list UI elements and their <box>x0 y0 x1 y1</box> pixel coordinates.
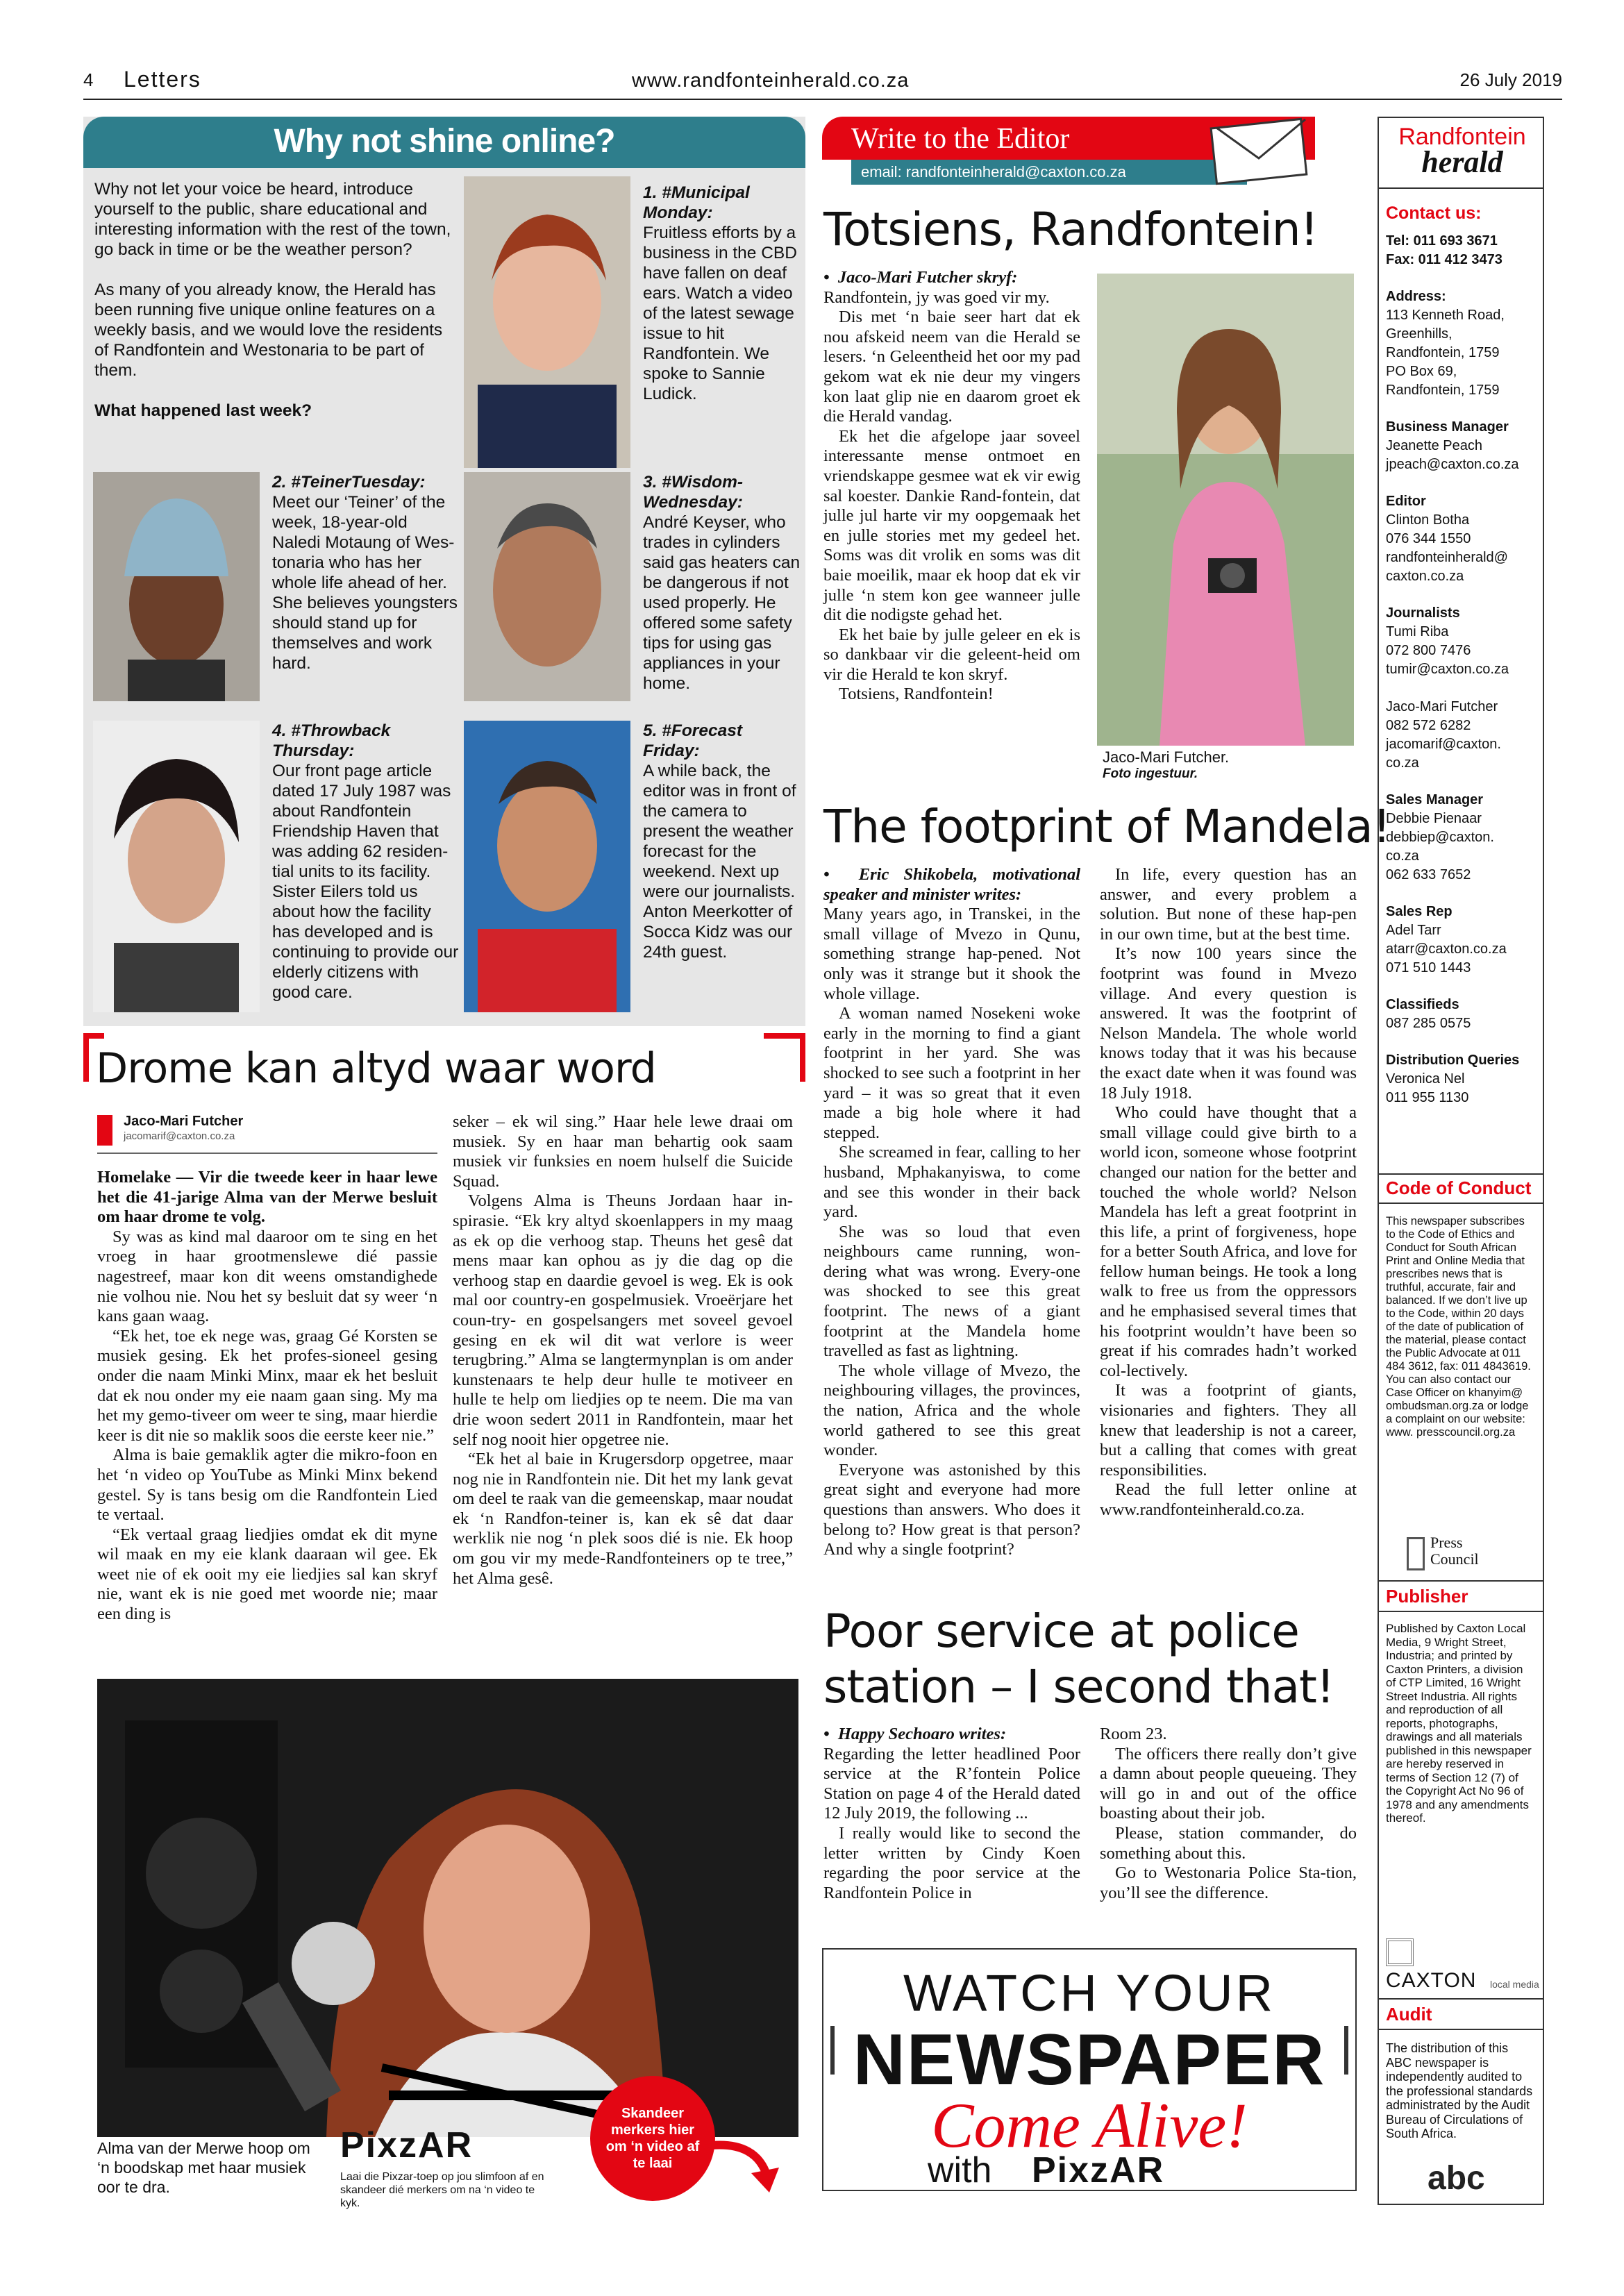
address-line: Greenhills, <box>1386 326 1453 342</box>
journalist-line[interactable]: co.za <box>1386 755 1419 771</box>
pixzar-logo <box>340 2125 473 2166</box>
mandela-p7: In life, every question has an answer, and every problem a solution. But none of these hap-pen in our own time, but at the best time. <box>1100 865 1357 944</box>
contact-tel: Tel: 011 693 3671 <box>1386 233 1498 249</box>
drome-p7: “Ek het al baie in Krugersdorp opgetree, maar nog nie in Randfontein nie. Dit het my lank gevat om deel te raak van die gemeenskap, maar noudat ek ‘n Randfon-teiner is, kan ek sê dat daar werklik nie nog ‘n plek soos dié is nie. Ek hoop om gou vir my mede-Randfonteiners op te tree,” het Alma gesê. <box>453 1450 793 1588</box>
mandela-p9: Who could have thought that a small village could give birth to a world icon, someone whose footprint changed our nation for the better and touched the whole world? Nelson Mandela has left a great footprint in this life, a print of forgiveness, hope for a better South Africa, and love for fellow human beings. He took a long walk to free us from the oppressors and he emphasised several times that his footprint wouldn’t have been so great if his comrades hadn’t worked col-lectively. <box>1100 1103 1357 1380</box>
sidebar-rule <box>1379 1611 1543 1612</box>
totsiens-p3: Ek het die afgelope jaar soveel interessante mense ontmoet en vriendskappe gesmee wat ek vir ewig sal koester. Dankie Rand-fontein, dat julle jul harte vir my oopgemaak het en julle stories met my gedeel het. Soms was dit vrolik en soms was dit baie moeilik, maar ek hoop dat ek vir julle ‘n stem kon gee wanneer julle dit die nodigste gehad het. <box>823 426 1080 625</box>
drome-p6: Volgens Alma is Theuns Jordaan haar in-spirasie. “Ek kry altyd skoenlappers in my maag as ek op die verhoog stap. Theuns het gesê dat mens maar kan ophou as jy die dag op die verhoog stap en daardie gevoel is weg. Ek is ook mal oor country-en gospelmusiek. Vroeërjare het coun-try- en gospelsangers met soveel gevoel gesing en ek wil dit wat verlore is weer terugbring.” Alma se langtermynplan is om ander kunstenaars te help deur hulle te motiveer en hulle te help om liedjies op te neem. Die ma van drie woon sedert 2011 in Randfontein, maar het self nog nooit hier opgetree nie. <box>453 1191 793 1449</box>
audit-text: The distribution of this ABC newspaper is independently audited to the professional standards administrated by the Audit Bureau of Circulations of South Africa. <box>1386 2041 1533 2140</box>
audit-title: Audit <box>1386 2004 1432 2025</box>
business-manager-name: Jeanette Peach <box>1386 438 1482 453</box>
mandela-p11: Read the full letter online at www.randfonteinherald.co.za. <box>1100 1480 1357 1519</box>
site-url[interactable]: www.randfonteinherald.co.za <box>632 69 910 92</box>
totsiens-writer-name: Jaco-Mari Futcher skryf: <box>837 268 1018 287</box>
scan-badge-text: Skandeer merkers hier om ‘n video af te laai <box>605 2106 700 2171</box>
shine-item-1 <box>643 183 803 404</box>
conduct-text: This newspaper subscribes to the Code of Ethics and Conduct for South African Print and Online Media that prescribes news that is truthful, accurate, fair and balanced. If we don’t live up to the Code, within 20 days of the date of publication of the material, please contact the Public Advocate at 011 484 3612, fax: 011 4843619. You can also contact our Case Officer on khanyim@ ombudsman.org.za or lodge a complaint on our website: www. presscouncil.org.za <box>1386 1215 1531 1439</box>
totsiens-p4: Ek het baie by julle geleer en ek is so dankbaar vir die geleent-heid om vir die Herald te kon skryf. <box>823 625 1080 684</box>
drome-bracket-left-top <box>83 1033 104 1039</box>
shine-item-4-text: Our front page article dated 17 July 1987 was about Randfontein Friendship Haven that was adding 62 residen-tial units to its facility. Sister Eilers told us about how the facility has developed and is continuing to provide our elderly citizens with good care. <box>272 762 459 1002</box>
sales-manager-block <box>1386 791 1539 885</box>
drome-bracket-right <box>800 1033 805 1082</box>
press-word: Press <box>1430 1534 1463 1551</box>
ad-line-4: with <box>928 2150 992 2190</box>
sales-manager-title: Sales Manager <box>1386 792 1484 807</box>
editor-title-side: Editor <box>1386 494 1426 509</box>
sales-rep-line: 071 510 1443 <box>1386 960 1471 975</box>
drome-lead: Homelake — Vir die tweede keer in haar lewe het die 41-jarige Alma van der Merwe besluit om haar drome te volg. <box>97 1168 437 1227</box>
mandela-headline: The footprint of Mandela! <box>823 800 1391 853</box>
shine-item-4-tag: 4. #Throwback Thursday: <box>272 721 391 760</box>
sister-eilers-photo <box>93 721 260 1012</box>
mandela-writer-name: Eric Shikobela, motivational speaker and minister writes: <box>823 865 1080 904</box>
mandela-col1 <box>823 865 1080 1560</box>
police-p2: I really would like to second the letter written by Cindy Koen regarding the poor service at the Randfontein Police in <box>823 1823 1080 1902</box>
distribution-line: 011 955 1130 <box>1386 1090 1469 1105</box>
sales-rep-line[interactable]: atarr@caxton.co.za <box>1386 941 1507 957</box>
journalist-line: Tumi Riba <box>1386 624 1449 639</box>
jaco-credit: Foto ingestuur. <box>1103 766 1198 781</box>
police-headline-2: station – I second that! <box>823 1660 1334 1713</box>
journalist-line[interactable]: tumir@caxton.co.za <box>1386 662 1509 677</box>
naledi-motaung-photo <box>93 472 260 701</box>
business-manager-block <box>1386 418 1539 474</box>
byline-rule <box>97 1153 437 1154</box>
page-header <box>83 69 1562 96</box>
classifieds-line: 087 285 0575 <box>1386 1016 1471 1031</box>
shine-item-5 <box>643 721 803 962</box>
ad-line-2: NEWSPAPER <box>853 2020 1326 2100</box>
address-line: Randfontein, 1759 <box>1386 345 1500 360</box>
issue-date: 26 July 2019 <box>1459 69 1562 90</box>
shine-item-4 <box>272 721 460 1003</box>
drome-p3: Alma is baie gemaklik agter die mikro-foon en het ‘n video op YouTube as Minki Minx bekend gestel. Sy is tans besig om die Randfontein Lied te vertaal. <box>97 1446 437 1525</box>
distribution-title: Distribution Queries <box>1386 1053 1520 1068</box>
sidebar-rule <box>1379 1998 1543 2000</box>
sales-manager-line[interactable]: co.za <box>1386 848 1419 864</box>
sidebar-rule <box>1379 1173 1543 1175</box>
shine-question: What happened last week? <box>94 401 312 420</box>
shine-panel <box>83 117 805 1026</box>
shine-title: Why not shine online? <box>274 123 615 160</box>
police-col1 <box>823 1725 1080 1903</box>
sidebar-rule <box>1379 1580 1543 1582</box>
distribution-line: Veronica Nel <box>1386 1071 1465 1087</box>
drome-p1: Sy was as kind mal daaroor om te sing en het vroeg in haar grootmenslewe dié passie nagestreef, maar kon dit weens omstandighede nie volhou nie. Nou het sy besluit dat sy weer ‘n kans gaan waag. <box>97 1227 437 1326</box>
scan-badge[interactable] <box>590 2076 715 2201</box>
drome-p4: “Ek vertaal graag liedjies omdat ek dit myne wil maak en my eie klank daaraan wil gee. Ek weet nie of ek ooit my eie liedjies sal kan skryf nie, want ek is nie goed met woorde nie; maar een ding is <box>97 1525 437 1624</box>
contact-title: Contact us: <box>1386 203 1482 223</box>
address-line: 113 Kenneth Road, <box>1386 308 1505 323</box>
business-manager-email[interactable]: jpeach@caxton.co.za <box>1386 457 1519 472</box>
jaco-caption: Jaco-Mari Futcher. <box>1103 748 1230 766</box>
pixzar-logo-text: PixzAR <box>340 2125 474 2165</box>
sales-rep-line: Adel Tarr <box>1386 923 1441 938</box>
police-col2 <box>1100 1725 1357 1903</box>
section-name: Letters <box>124 67 201 92</box>
sidebar-rule <box>1379 187 1543 189</box>
header-rule <box>83 99 1562 100</box>
sidebar-rule <box>1379 1203 1543 1204</box>
shine-item-5-text: A while back, the editor was in front of the camera to present the weather forecast for the weekend. Next up were our journalists. Anton Meerkotter of Socca Kidz was our 24th guest. <box>643 762 796 962</box>
caxton-icon <box>1386 1938 1414 1966</box>
address-line: Randfontein, 1759 <box>1386 383 1500 398</box>
sidebar-logo-1: Randfontein <box>1398 124 1526 150</box>
totsiens-headline: Totsiens, Randfontein! <box>823 203 1318 256</box>
address-line: PO Box 69, <box>1386 364 1457 379</box>
conduct-title: Code of Conduct <box>1386 1178 1532 1198</box>
scan-arrow-icon <box>708 2138 785 2194</box>
mandela-col2 <box>1100 865 1357 1520</box>
police-headline-1: Poor service at police <box>823 1604 1299 1658</box>
address-title: Address: <box>1386 289 1446 304</box>
sales-rep-title: Sales Rep <box>1386 904 1453 919</box>
editor-email-bar <box>851 160 1247 185</box>
totsiens-p5: Totsiens, Randfontein! <box>839 685 994 704</box>
drome-byline: Jaco-Mari Futcher <box>124 1114 244 1129</box>
mandela-p10: It was a footprint of giants, visionaries and fighters. They all knew that leadership is not a career, but a calling that comes with great responsibilities. <box>1100 1381 1357 1480</box>
editor-name: Clinton Botha <box>1386 512 1470 528</box>
ad-line-3: Come Alive! <box>931 2090 1248 2161</box>
ad-line-1: WATCH YOUR <box>903 1964 1276 2022</box>
police-p5: Please, station commander, do something about this. <box>1100 1823 1357 1863</box>
shine-title-bar <box>83 117 805 168</box>
editor-email-1[interactable]: randfonteinherald@ <box>1386 550 1508 565</box>
shine-intro <box>94 179 455 421</box>
totsiens-p2: Dis met ‘n baie seer hart dat ek nou afskeid neem van die Herald se lesers. ‘n Geleentheid het oor my pad gekom wat ek nie deur my vingers kon laat glip nie en daarom groet ek die Herald vandag. <box>823 308 1080 426</box>
andre-keyser-photo <box>464 472 630 701</box>
police-p1: Regarding the letter headlined Poor service at the R’fontein Police Station on page 4 of the Herald dated 12 July 2019, the following ... <box>823 1744 1080 1823</box>
shine-intro-2: As many of you already know, the Herald has been running five unique online features on a weekly basis, and we would love the residents of Randfontein and Westonaria to be part of them. <box>94 280 443 380</box>
mandela-p8: It’s now 100 years since the footprint was found in Mvezo village. And every question is answered. It was the footprint of Nelson Mandela. The whole world knows today that it was his because the exact date when it was found was 18 July 1918. <box>1100 944 1357 1103</box>
police-headline <box>823 1604 1334 1715</box>
jaco-mari-photo <box>1097 274 1354 746</box>
sidebar-rule <box>1379 2029 1543 2030</box>
shine-item-2 <box>272 472 460 673</box>
shine-item-1-tag: 1. #Municipal Monday: <box>643 183 750 222</box>
abc-logo: abc <box>1428 2160 1485 2197</box>
envelope-icon <box>1208 110 1312 186</box>
sales-manager-line: Debbie Pienaar <box>1386 811 1482 826</box>
page-number: 4 <box>83 69 94 90</box>
drome-bracket-left <box>83 1033 89 1082</box>
press-council-logo <box>1407 1534 1483 1576</box>
editor-email[interactable]: email: randfonteinherald@caxton.co.za <box>861 163 1126 181</box>
police-p6: Go to Westonaria Police Sta-tion, you’ll see the difference. <box>1100 1863 1357 1902</box>
sales-rep-block <box>1386 903 1539 978</box>
journalists-title: Journalists <box>1386 605 1460 621</box>
byline-marker <box>97 1115 112 1146</box>
journalists-block <box>1386 604 1539 773</box>
sannie-ludick-photo <box>464 176 630 468</box>
totsiens-p1: Randfontein, jy was goed vir my. <box>823 287 1050 307</box>
editor-title: Write to the Editor <box>851 123 1070 155</box>
drome-col2 <box>453 1112 793 1589</box>
journalist-line[interactable]: jacomarif@caxton. <box>1386 737 1501 752</box>
shine-item-3-text: André Keyser, who trades in cylinders said gas heaters can be dangerous if not used properly. He offered some safety tips for using gas appliances in your home. <box>643 513 801 693</box>
sales-manager-line[interactable]: debbiep@caxton. <box>1386 830 1494 845</box>
anton-meerkotter-photo <box>464 721 630 1012</box>
journalist-spacer <box>1386 679 1539 698</box>
classifieds-block <box>1386 996 1539 1033</box>
mandela-p6: Everyone was astonished by this great sight and everyone had more questions than answers. Who does it belong to? How great is that person? And why a single footprint? <box>823 1460 1080 1559</box>
ad-bracket-right <box>1344 2026 1348 2075</box>
editor-block <box>1386 492 1539 586</box>
drome-headline: Drome kan altyd waar word <box>96 1044 656 1093</box>
pixzar-ad[interactable] <box>822 1948 1357 2191</box>
mandela-writer: • Eric Shikobela, motivational speaker and minister writes: <box>823 865 1080 904</box>
totsiens-writer: • Jaco-Mari Futcher skryf: <box>823 268 1018 287</box>
publisher-text: Published by Caxton Local Media, 9 Wright Street, Industria; and printed by Caxton Printers, a division of CTP Limited, 16 Wright Street Industria. All rights and reproduction of all reports, photographs, drawings and all materials published in this newspaper are hereby reserved in terms of Section 12 (7) of the Copyright Act No 96 of 1978 and any amendments thereof. <box>1386 1622 1532 1825</box>
journalist-line: Jaco-Mari Futcher <box>1386 699 1498 714</box>
press-council-icon <box>1407 1537 1425 1570</box>
sidebar-contact <box>1386 201 1539 1107</box>
caxton-sub: local media <box>1490 1979 1539 1990</box>
police-p3: Room 23. <box>1100 1725 1167 1743</box>
pixzar-instructions: Laai die Pixzar-toep op jou slimfoon af en skandeer dié merkers om na ‘n video te kyk. <box>340 2171 544 2209</box>
ad-bracket-left <box>830 2026 835 2075</box>
drome-bracket-right-top <box>764 1033 805 1039</box>
shine-item-3-tag: 3. #Wisdom-Wednesday: <box>643 473 744 512</box>
editor-email-2[interactable]: caxton.co.za <box>1386 569 1464 584</box>
shine-item-5-tag: 5. #Forecast Friday: <box>643 721 742 760</box>
business-manager-title: Business Manager <box>1386 419 1509 435</box>
shine-intro-1: Why not let your voice be heard, introduce yourself to the public, share educational and interesting information with the rest of the town, go back in time or be the weather person? <box>94 180 451 259</box>
caxton-logo: CAXTON <box>1386 1969 1477 1992</box>
shine-item-1-text: Fruitless efforts by a business in the CBD have fallen on deaf ears. Watch a video of the latest sewage issue to hit Randfontein. We spoke to Sannie Ludick. <box>643 224 797 403</box>
mandela-p3: She screamed in fear, calling to her husband, Mphakanyiswa, to come and see this wonder in their back yard. <box>823 1143 1080 1222</box>
drome-email[interactable]: jacomarif@caxton.co.za <box>124 1130 235 1142</box>
sidebar-logo-2: herald <box>1421 145 1503 179</box>
contact-fax: Fax: 011 412 3473 <box>1386 252 1502 267</box>
publisher-title: Publisher <box>1386 1586 1468 1607</box>
shine-item-3 <box>643 472 803 694</box>
mandela-p5: The whole village of Mvezo, the neighbouring villages, the provinces, the nation, Africa and the whole world gathered to see this great wonder. <box>823 1361 1080 1460</box>
drome-p5: seker – ek wil sing.” Haar hele lewe draai om musiek. Sy en haar man behartig ook saam musiek vir funksies en noem hulself die Suicide Squad. <box>453 1112 793 1191</box>
police-writer: • Happy Sechoaro writes: <box>823 1725 1007 1743</box>
ad-logo: PixzAR <box>1032 2150 1165 2190</box>
editor-phone: 076 344 1550 <box>1386 531 1471 546</box>
mandela-p4: She was so loud that even neighbours came running, won-dering what was wrong. Every-one was shocked to see this great footprint. The news of a giant footprint at the Mandela home travelled as fast as lightning. <box>823 1222 1080 1361</box>
mandela-p2: A woman named Nosekeni woke early in the morning to find a giant footprint in her yard. She was shocked to see such a footprint in her yard – it was so great that it even made a big hole where it had stepped. <box>823 1004 1080 1142</box>
journalist-line: 082 572 6282 <box>1386 718 1471 733</box>
classifieds-title: Classifieds <box>1386 997 1459 1012</box>
alma-caption: Alma van der Merwe hoop om ‘n boodskap met haar musiek oor te dra. <box>97 2139 310 2196</box>
police-p4: The officers there really don’t give a damn about people queueing. They will go in and out of the office boasting about their job. <box>1100 1744 1357 1823</box>
drome-p2: “Ek het, toe ek nege was, graag Gé Korsten se musiek gesing. Ek het profes-sioneel gesing onder die naam Minki Minx, maar ek het besluit dat ek nou onder my eie naam gaan sing. My ma het my gemo-tiveer om weer te sing, maar hierdie keer is dit nie so maklik soos die eerste keer nie.” <box>97 1326 437 1445</box>
council-word: Council <box>1430 1550 1479 1568</box>
shine-item-2-tag: 2. #TeinerTuesday: <box>272 473 426 492</box>
sidebar <box>1378 117 1544 2205</box>
address-block <box>1386 287 1539 400</box>
mandela-p1: Many years ago, in Transkei, in the small village of Mvezo in Qunu, something strange hap-pened. Not only was it strange but it shook the whole village. <box>823 905 1080 1003</box>
police-writer-name: Happy Sechoaro writes: <box>837 1725 1007 1743</box>
drome-col1 <box>97 1168 437 1625</box>
journalist-line: 072 800 7476 <box>1386 643 1471 658</box>
alma-photo <box>97 1679 798 2137</box>
sales-manager-line: 062 633 7652 <box>1386 867 1471 882</box>
shine-item-2-text: Meet our ‘Teiner’ of the week, 18-year-old Naledi Motaung of Wes-tonaria who has her whole life ahead of her. She believes youngsters should stand up for themselves and work hard. <box>272 493 458 673</box>
totsiens-body <box>823 268 1080 705</box>
distribution-block <box>1386 1051 1539 1107</box>
